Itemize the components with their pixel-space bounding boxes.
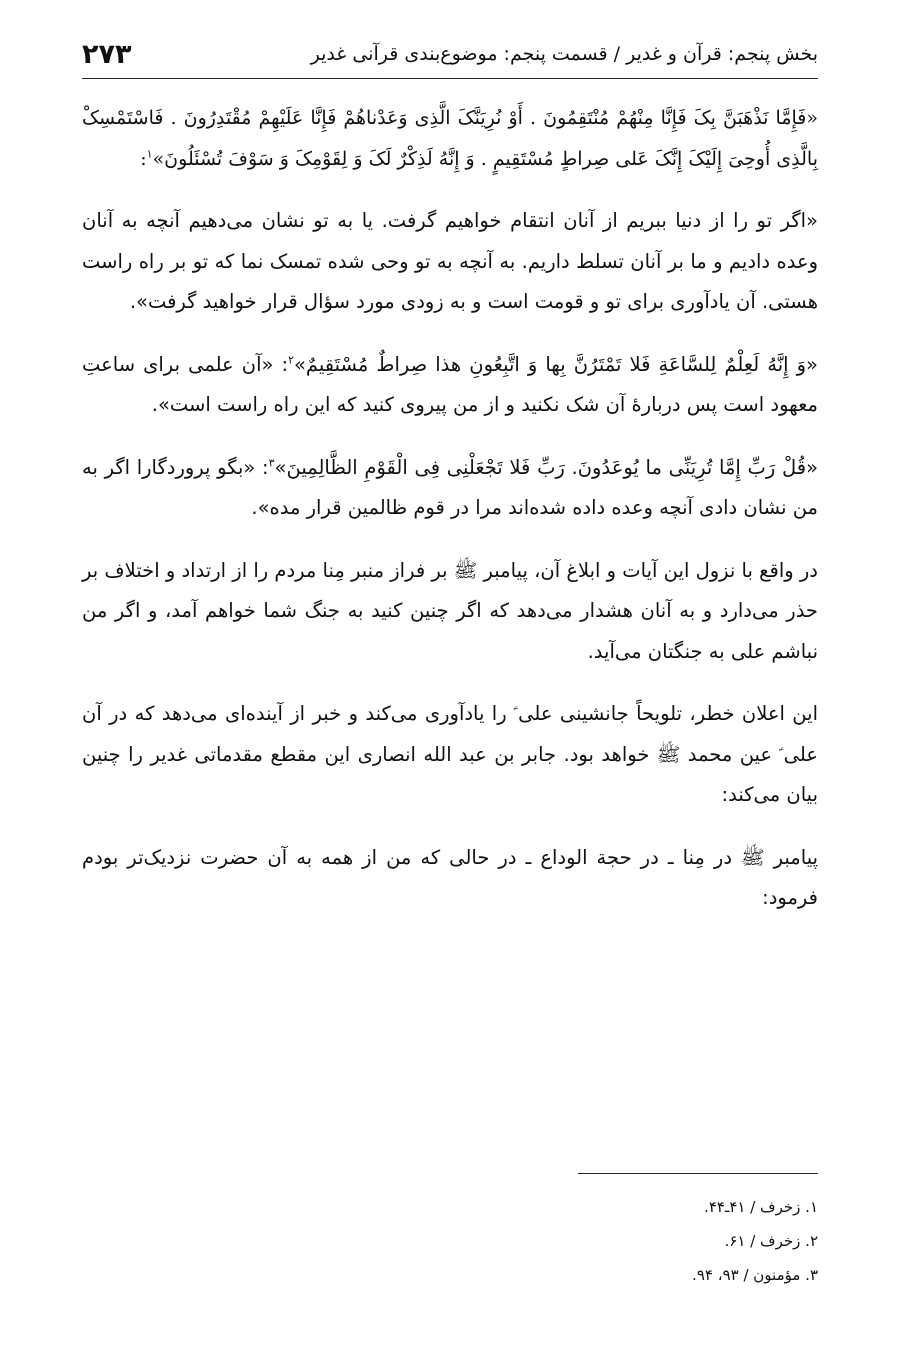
translation-paragraph: «اگر تو را از دنیا ببریم از آنان انتقام خواهیم گرفت. یا به تو نشان می‌دهیم آنچه به آنان وعده دادیم و ما بر آنان تسلط داریم. به آنچه به تو وحی شده تمسک نما که تو بر راه راست هستی. آن یادآوری برای تو و قومت است و به زودی مورد سؤال قرار خواهید گرفت». [82, 209, 818, 313]
footnote-divider [578, 1173, 818, 1174]
body-paragraph: در واقع با نزول این آیات و ابلاغ آن، پیامبر ﷺ بر فراز منبر مِنا مردم را از ارتداد و اختلاف بر حذر می‌دارد و به آنان هشدار می‌دهد که اگر چنین کنید به جنگ شما خواهم آمد، و اگر من نباشم علی به جنگتان می‌آید. [82, 558, 818, 663]
footnote-ref[interactable]: ۱ [146, 147, 153, 161]
body-paragraph: پیامبر ﷺ در مِنا ـ در حجة الوداع ـ در حالی که من از همه به آن حضرت نزدیک‌تر بودم فرمود: [82, 845, 818, 909]
running-title: بخش پنجم: قرآن و غدیر / قسمت پنجم: موضوع‌بندی قرآنی غدیر [310, 43, 818, 65]
footnote-item: ۱. زخرف / ۴۱ـ۴۴. [704, 1198, 818, 1216]
footnote-ref[interactable]: ۲ [288, 353, 294, 366]
page-number: ۲۷۳ [82, 38, 132, 70]
footnote-ref[interactable]: ۳ [268, 456, 275, 469]
page-header [82, 30, 818, 79]
body-text [82, 98, 818, 941]
footnotes [82, 1190, 818, 1292]
footnote-item: ۳. مؤمنون / ۹۳، ۹۴. [692, 1266, 818, 1284]
quran-verse-paragraph: «فَإِمَّا نَذْهَبَنَّ بِکَ فَإِنَّا مِنْهُمْ مُنْتَقِمُونَ . أَوْ نُرِیَنَّکَ الَّذِی وَعَدْناهُمْ فَإِنَّا عَلَیْهِمْ مُقْتَدِرُونَ . فَاسْتَمْسِکْ بِالَّذِی أُوحِیَ إِلَیْکَ إِنَّکَ عَلی صِراطٍ مُسْتَقِیمٍ . وَ إِنَّهُ لَذِکْرٌ لَکَ وَ لِقَوْمِکَ وَ سَوْفَ تُسْئَلُونَ»$^۱$: [82, 107, 818, 170]
quran-verse-paragraph: «وَ إِنَّهُ لَعِلْمٌ لِلسَّاعَةِ فَلا تَمْتَرُنَّ بِها وَ اتَّبِعُونِ هذا صِراطٌ مُسْتَقِیمٌ»$^۲$: «آن علمی برای ساعتِ معهود است پس دربارهٔ آن شک نکنید و از من پیروی کنید که این راه راست است». [82, 352, 818, 416]
footnote-item: ۲. زخرف / ۶۱. [724, 1232, 818, 1250]
body-paragraph: این اعلان خطر، تلویحاً جانشینی علی ؑ را یادآوری می‌کند و خبر از آینده‌ای می‌دهد که در آن علی ؑ عین محمد ﷺ خواهد بود. جابر بن عبد الله انصاری این مقطع مقدماتی غدیر را چنین بیان می‌کند: [82, 702, 818, 806]
quran-verse-paragraph: «قُلْ رَبِّ إِمَّا تُرِیَنِّی ما یُوعَدُونَ. رَبِّ فَلا تَجْعَلْنِی فِی الْقَوْمِ الظَّالِمِینَ»$^۳$: «بگو پروردگارا اگر به من نشان دادی آنچه وعده داده شده‌اند مرا در قوم ظالمین قرار مده». [82, 455, 818, 519]
